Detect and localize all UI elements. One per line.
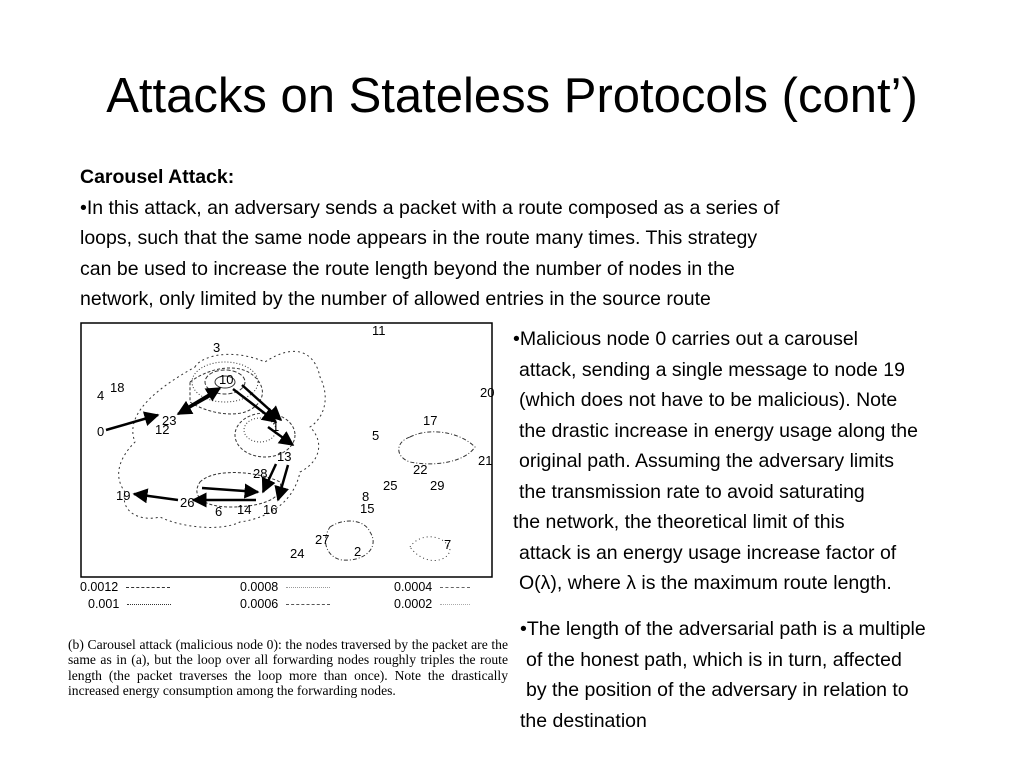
figure-legend [80, 580, 500, 614]
legend-item [80, 580, 170, 594]
legend-swatch [286, 604, 330, 605]
node-23: 23 [162, 413, 177, 428]
legend-swatch [127, 604, 171, 605]
node-17: 17 [423, 413, 438, 428]
node-20: 20 [480, 385, 495, 400]
legend-label: 0.0008 [240, 580, 279, 594]
node-15: 15 [360, 501, 375, 516]
bullet-line: of the honest path, which is in turn, affected [526, 648, 902, 671]
legend-swatch [286, 587, 330, 588]
bullet-line: •Malicious node 0 carries out a carousel [513, 328, 859, 350]
intro-line: loops, such that the same node appears in the route many times. This strategy [80, 227, 758, 249]
node-26: 26 [180, 495, 195, 510]
legend-item [240, 580, 330, 594]
node-12: 12 [155, 422, 170, 437]
node-6: 6 [215, 504, 223, 519]
node-29: 29 [430, 478, 445, 493]
node-1: 1 [272, 419, 280, 434]
slide-title: Attacks on Stateless Protocols (cont’) [106, 69, 918, 123]
bullet-malicious-node [513, 324, 1013, 599]
node-13: 13 [277, 449, 292, 464]
node-14: 14 [237, 502, 252, 517]
node-22: 22 [413, 462, 428, 477]
bullet-line: the drastic increase in energy usage along the [519, 419, 918, 442]
legend-item [394, 597, 470, 611]
legend-swatch [440, 587, 470, 588]
bullet-line: the network, the theoretical limit of this [513, 511, 845, 533]
legend-item [394, 580, 470, 594]
node-25: 25 [383, 478, 398, 493]
node-21: 21 [478, 453, 493, 468]
intro-heading: Carousel Attack: [80, 166, 235, 188]
node-7: 7 [444, 537, 452, 552]
node-11: 11 [372, 323, 386, 338]
node-8: 8 [362, 489, 370, 504]
legend-label: 0.0006 [240, 597, 279, 611]
legend-swatch [126, 587, 170, 588]
bullet-line: original path. Assuming the adversary limits [519, 450, 895, 472]
bullet-line: O(λ), where λ is the maximum route length. [519, 572, 892, 594]
node-3: 3 [213, 340, 221, 355]
intro-block [80, 162, 960, 315]
legend-label: 0.0002 [394, 597, 433, 611]
network-energy-map [80, 322, 493, 578]
node-10: 10 [219, 372, 234, 387]
node-18: 18 [110, 380, 125, 395]
node-2: 2 [354, 544, 362, 559]
legend-label: 0.0004 [394, 580, 433, 594]
bullet-line: (which does not have to be malicious). Note [519, 389, 898, 411]
bullet-line: the transmission rate to avoid saturating [519, 480, 865, 503]
legend-label: 0.001 [88, 597, 120, 611]
bullet-line: •The length of the adversarial path is a multiple [520, 618, 926, 640]
bullet-path-length [520, 614, 1020, 736]
bullet-line: attack is an energy usage increase factor of [519, 541, 897, 564]
node-19: 19 [116, 488, 131, 503]
legend-label: 0.0012 [80, 580, 119, 594]
legend-item [88, 597, 171, 611]
legend-swatch [440, 604, 470, 605]
intro-line: can be used to increase the route length beyond the number of nodes in the [80, 257, 735, 280]
node-0: 0 [97, 424, 105, 439]
node-27: 27 [315, 532, 330, 547]
node-24: 24 [290, 546, 305, 561]
bullet-line: attack, sending a single message to node 19 [519, 358, 905, 381]
carousel-attack-figure [80, 322, 493, 578]
intro-line: network, only limited by the number of allowed entries in the source route [80, 288, 711, 310]
node-28: 28 [253, 466, 268, 481]
node-5: 5 [372, 428, 380, 443]
bullet-line: the destination [520, 709, 647, 732]
node-16: 16 [263, 502, 278, 517]
figure-caption: (b) Carousel attack (malicious node 0): the nodes traversed by the packet are the same as in (a), but the loop over all forwarding nodes roughly triples the route length (the packet traverses the loop more than once). Note the drastically increased energy consumption among the forwarding nodes. [68, 637, 508, 698]
legend-item [240, 597, 330, 611]
intro-line: •In this attack, an adversary sends a packet with a route composed as a series of [80, 196, 780, 219]
node-4: 4 [97, 388, 105, 403]
bullet-line: by the position of the adversary in relation to [526, 679, 909, 701]
